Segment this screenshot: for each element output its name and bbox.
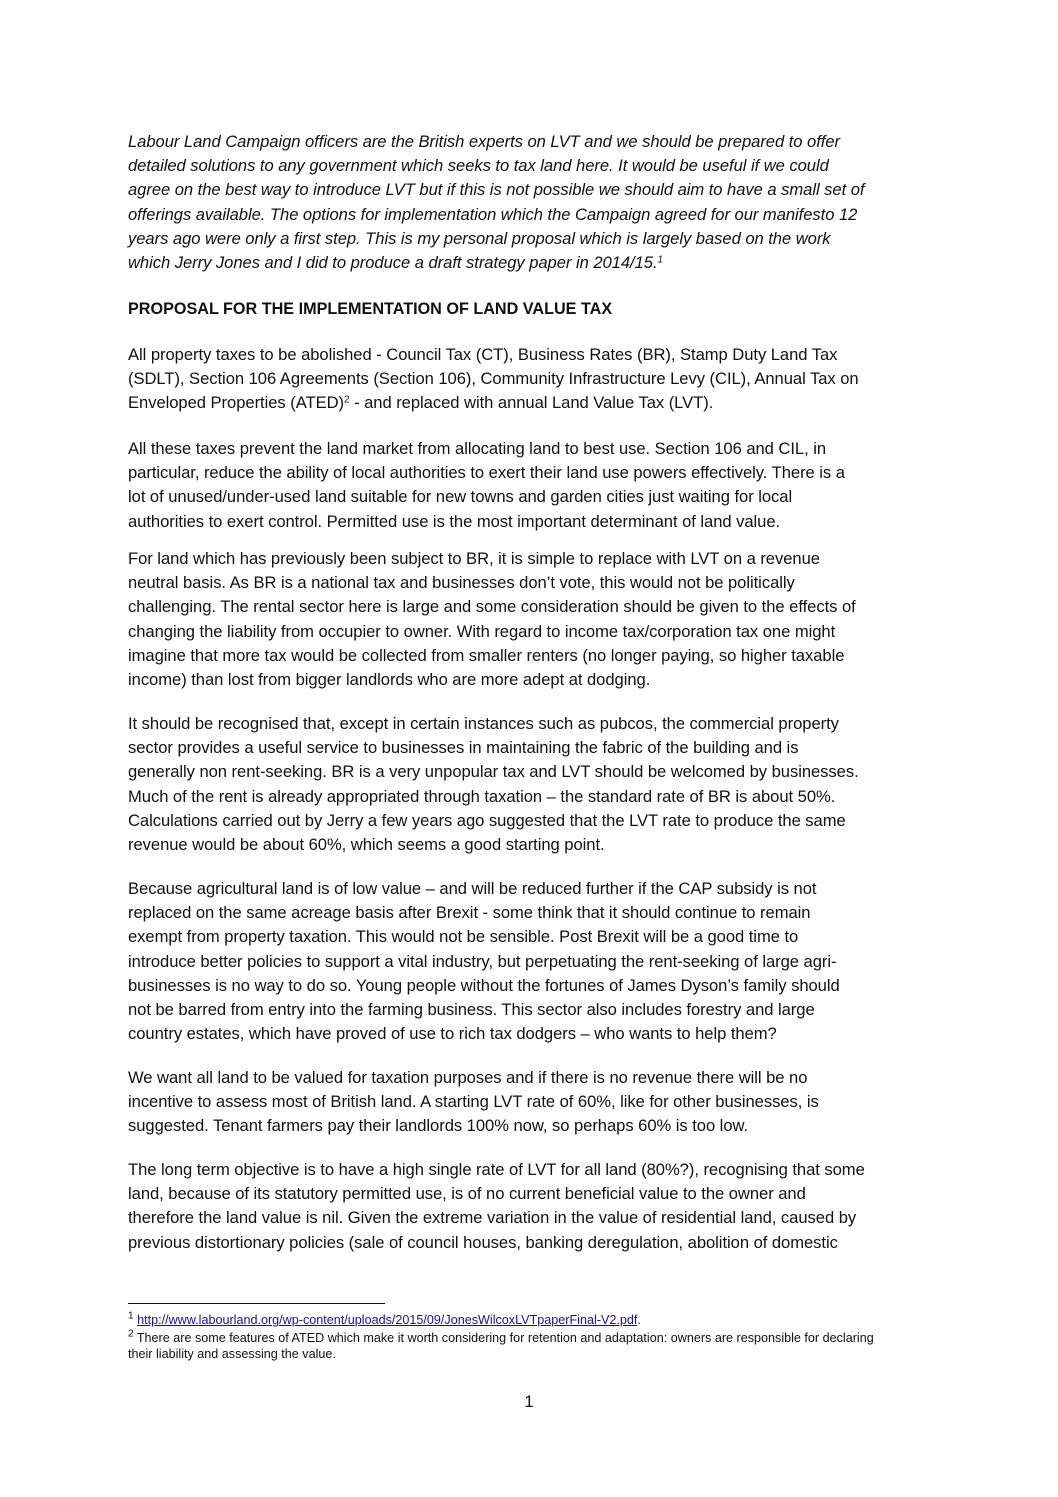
footnote-divider xyxy=(128,1303,385,1304)
paragraph-line xyxy=(128,391,948,415)
paragraph-line: For land which has previously been subject to BR, it is simple to replace with LVT on a revenue xyxy=(128,549,820,568)
intro-line-text: which Jerry Jones and I did to produce a draft strategy paper in 2014/15. xyxy=(128,253,658,273)
paragraph-line: replaced on the same acreage basis after Brexit - some think that it should continue to remain xyxy=(128,903,811,923)
paragraph-line: challenging. The rental sector here is large and some consideration should be given to the effects of xyxy=(128,597,856,617)
paragraph-line: Calculations carried out by Jerry a few years ago suggested that the LVT rate to produce the same xyxy=(128,810,846,830)
page-number: 1 xyxy=(524,1392,534,1411)
paragraph-line: not be barred from entry into the farming business. This sector also includes forestry and large xyxy=(128,1000,815,1020)
paragraph-line: imagine that more tax would be collected from smaller renters (no longer paying, so higher taxable xyxy=(128,645,845,665)
paragraph-line: suggested. Tenant farmers pay their landlords 100% now, so perhaps 60% is too low. xyxy=(128,1116,749,1136)
paragraph-line-text: - and replaced with annual Land Value Tax (LVT). xyxy=(349,393,714,413)
paragraph-line: authorities to exert control. Permitted use is the most important determinant of land value. xyxy=(128,511,781,531)
paragraph-line: (SDLT), Section 106 Agreements (Section 106), Community Infrastructure Levy (CIL), Annual Tax on xyxy=(128,369,859,389)
paragraph-line: Much of the rent is already appropriated through taxation – the standard rate of BR is about 50%. xyxy=(128,786,836,806)
paragraph-land-market xyxy=(128,437,948,534)
intro-line: detailed solutions to any government which seeks to tax land here. It would be useful if we could xyxy=(128,156,829,176)
intro-line: years ago were only a first step. This is my personal proposal which is largely based on the work xyxy=(128,228,831,248)
section-heading: PROPOSAL FOR THE IMPLEMENTATION OF LAND VALUE TAX xyxy=(128,300,613,318)
intro-line: agree on the best way to introduce LVT but if this is not possible we should aim to have a small set of xyxy=(128,180,865,200)
paragraph-commercial-property xyxy=(128,712,948,857)
paragraph-land-valuation xyxy=(128,1066,948,1139)
footnote-ref-2[interactable]: 2 xyxy=(344,394,350,406)
paragraph-line-text: Enveloped Properties (ATED) xyxy=(128,393,344,413)
paragraph-line: We want all land to be valued for taxation purposes and if there is no revenue there will be no xyxy=(128,1068,808,1087)
paragraph-line: All property taxes to be abolished - Council Tax (CT), Business Rates (BR), Stamp Duty Land Tax xyxy=(128,345,838,364)
paragraph-line: particular, reduce the ability of local authorities to exert their land use powers effectively. There is a xyxy=(128,463,845,483)
paragraph-line: incentive to assess most of British land. A starting LVT rate of 60%, like for other businesses, is xyxy=(128,1092,819,1112)
paragraph-line: neutral basis. As BR is a national tax and businesses don’t vote, this would not be politically xyxy=(128,573,795,593)
paragraph-line: The long term objective is to have a high single rate of LVT for all land (80%?), recognising that some xyxy=(128,1160,865,1179)
paragraph-line: exempt from property taxation. This would not be sensible. Post Brexit will be a good time to xyxy=(128,927,799,947)
paragraph-line: income) than lost from bigger landlords who are more adept at dodging. xyxy=(128,670,651,690)
footnote-number: 1 xyxy=(128,1310,134,1322)
paragraph-business-rates xyxy=(128,547,948,692)
paragraph-line: generally non rent-seeking. BR is a very unpopular tax and LVT should be welcomed by businesses. xyxy=(128,762,859,782)
paragraph-line: therefore the land value is nil. Given the extreme variation in the value of residential land, caused by xyxy=(128,1208,857,1228)
intro-line xyxy=(128,251,948,275)
footnote-text: There are some features of ATED which make it worth considering for retention and adaptation: owners are responsible for declaring xyxy=(136,1331,874,1345)
intro-line: offerings available. The options for implementation which the Campaign agreed for our manifesto 12 xyxy=(128,204,858,224)
paragraph-line: It should be recognised that, except in certain instances such as pubcos, the commercial property xyxy=(128,714,839,733)
footnote-2-continued: their liability and assessing the value. xyxy=(128,1347,336,1361)
paragraph-line: introduce better policies to support a vital industry, but perpetuating the rent-seeking of large agri- xyxy=(128,951,837,971)
intro-paragraph xyxy=(128,130,948,275)
paragraph-abolished-taxes xyxy=(128,343,948,416)
footnote-1 xyxy=(128,1310,641,1329)
footnote-link[interactable]: http://www.labourland.org/wp-content/uploads/2015/09/JonesWilcoxLVTpaperFinal-V2.pdf xyxy=(137,1313,638,1327)
paragraph-line: revenue would be about 60%, which seems a good starting point. xyxy=(128,835,605,855)
paragraph-line: changing the liability from occupier to owner. With regard to income tax/corporation tax one might xyxy=(128,621,836,641)
paragraph-line: All these taxes prevent the land market from allocating land to best use. Section 106 and CIL, in xyxy=(128,439,827,458)
paragraph-line: country estates, which have proved of use to rich tax dodgers – who wants to help them? xyxy=(128,1024,777,1044)
paragraph-long-term-objective xyxy=(128,1158,948,1255)
paragraph-line: sector provides a useful service to businesses in maintaining the fabric of the building and is xyxy=(128,738,799,758)
paragraph-line: businesses is no way to do so. Young people without the fortunes of James Dyson’s family should xyxy=(128,975,840,995)
paragraph-line: Because agricultural land is of low value – and will be reduced further if the CAP subsidy is not xyxy=(128,879,817,898)
intro-line: Labour Land Campaign officers are the British experts on LVT and we should be prepared to offer xyxy=(128,132,840,151)
paragraph-line: land, because of its statutory permitted use, is of no current beneficial value to the owner and xyxy=(128,1184,806,1204)
footnote-2 xyxy=(128,1328,874,1347)
paragraph-line: lot of unused/under-used land suitable for new towns and garden cities just waiting for local xyxy=(128,487,793,507)
paragraph-agricultural-land xyxy=(128,877,948,1046)
footnote-number: 2 xyxy=(128,1328,134,1340)
footnote-text: . xyxy=(637,1313,641,1327)
footnote-ref-1[interactable]: 1 xyxy=(657,254,664,266)
paragraph-line: previous distortionary policies (sale of council houses, banking deregulation, abolition of domestic xyxy=(128,1232,838,1252)
